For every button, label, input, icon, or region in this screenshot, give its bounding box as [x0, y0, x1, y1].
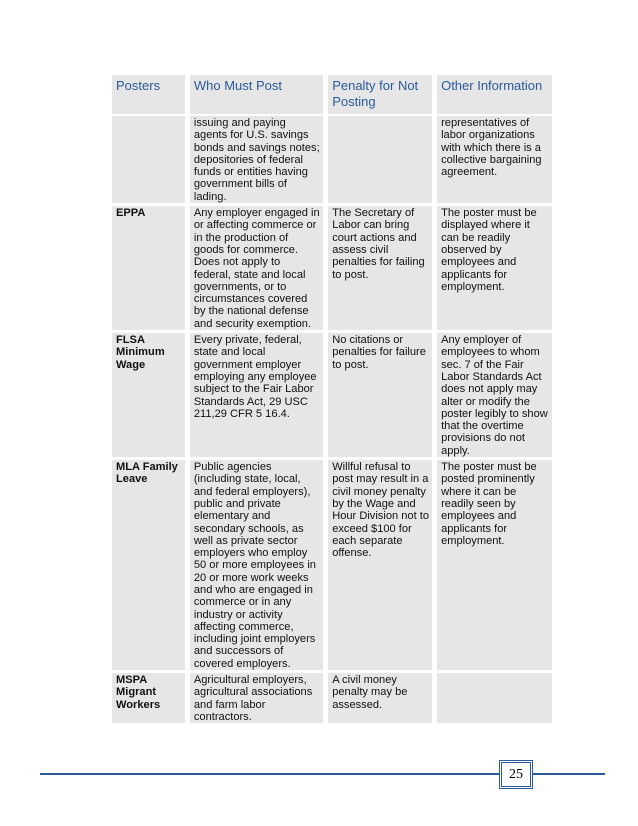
header-penalty: Penalty for Not Posting: [328, 75, 437, 114]
cell-who-must-post: Every private, federal, state and local government employer employing any employee subject to the Fair Labor Standards Act, 29 USC 211,29 CFR 5 16.4.: [190, 330, 328, 457]
table-row: [112, 330, 552, 457]
cell-penalty: The Secretary of Labor can bring court actions and assess civil penalties for failing to post.: [328, 203, 437, 330]
posters-table: [112, 75, 552, 723]
page-number-box: [499, 760, 533, 789]
cell-poster: FLSA Minimum Wage: [112, 330, 190, 457]
cell-penalty: A civil money penalty may be assessed.: [328, 670, 437, 723]
cell-other-information: Any employer of employees to whom sec. 7 of the Fair Labor Standards Act does not apply may alter or modify the poster legibly to show that the overtime provisions do not apply.: [437, 330, 552, 457]
cell-who-must-post: Any employer engaged in or affecting commerce or in the production of goods for commerce. Does not apply to federal, state and local governments, or to circumstances covered by the national defense and security exemption.: [190, 203, 328, 330]
cell-who-must-post: Agricultural employers, agricultural associations and farm labor contractors.: [190, 670, 328, 723]
header-posters: Posters: [112, 75, 190, 114]
cell-penalty: Willful refusal to post may result in a civil money penalty by the Wage and Hour Division not to exceed $100 for each separate offense.: [328, 457, 437, 670]
footer-rule-left: [40, 773, 499, 775]
cell-penalty: No citations or penalties for failure to post.: [328, 330, 437, 457]
cell-other-information: The poster must be displayed where it can be readily observed by employees and applicants for employment.: [437, 203, 552, 330]
page-number: 25: [509, 766, 523, 782]
cell-penalty: [328, 114, 437, 203]
table-row: [112, 670, 552, 723]
table-row: [112, 203, 552, 330]
cell-poster: MSPA Migrant Workers: [112, 670, 190, 723]
table-row: [112, 457, 552, 670]
cell-poster: EPPA: [112, 203, 190, 330]
cell-poster: [112, 114, 190, 203]
footer-rule-right: [533, 773, 605, 775]
cell-who-must-post: issuing and paying agents for U.S. savings bonds and savings notes; depositories of federal funds or entities having government bills of lading.: [190, 114, 328, 203]
cell-other-information: The poster must be posted prominently where it can be readily seen by employees and applicants for employment.: [437, 457, 552, 670]
header-who-must-post: Who Must Post: [190, 75, 328, 114]
cell-poster: MLA Family Leave: [112, 457, 190, 670]
cell-other-information: [437, 670, 552, 723]
table-row: [112, 114, 552, 203]
header-other-information: Other Information: [437, 75, 552, 114]
table-header-row: [112, 75, 552, 114]
cell-other-information: representatives of labor organizations with which there is a collective bargaining agreement.: [437, 114, 552, 203]
cell-who-must-post: Public agencies (including state, local, and federal employers), public and private elementary and secondary schools, as well as private sector employers who employ 50 or more employees in 20 or more work weeks and who are engaged in commerce or in any industry or activity affecting commerce, including joint employers and successors of covered employers.: [190, 457, 328, 670]
